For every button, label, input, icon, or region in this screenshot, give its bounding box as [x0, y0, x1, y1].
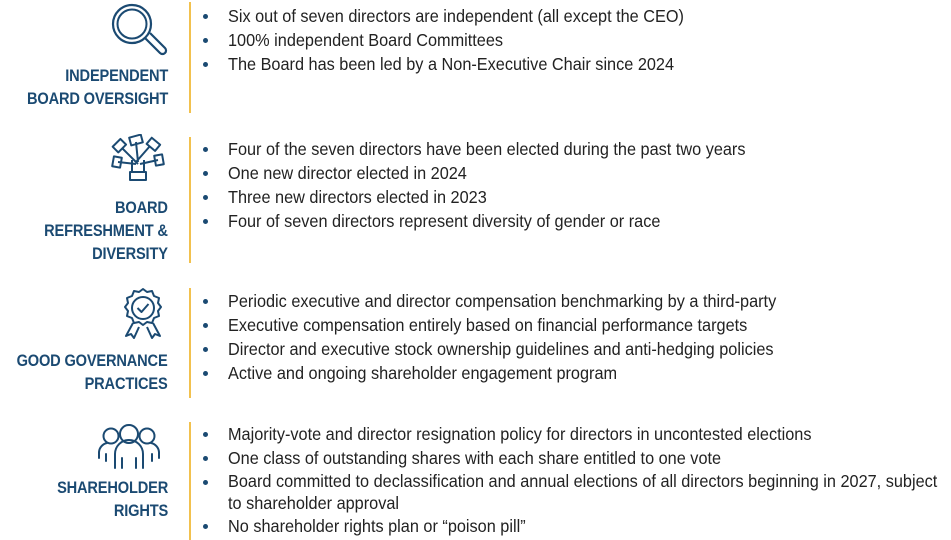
bullet-icon	[203, 323, 208, 328]
bullet-icon	[203, 219, 208, 224]
list-item: Majority-vote and director resignation policy for directors in uncontested elections	[200, 422, 951, 446]
list-item: One new director elected in 2024	[200, 161, 951, 185]
title-line: REFRESHMENT &	[44, 221, 168, 240]
title-line: BOARD	[115, 198, 168, 217]
title-line: GOOD GOVERNANCE	[17, 351, 168, 370]
bullet-list	[200, 422, 951, 538]
section-board-refreshment-diversity	[0, 130, 951, 270]
section-title	[57, 476, 168, 522]
stacked-hands-icon	[110, 134, 166, 186]
bullet-icon	[203, 195, 208, 200]
title-line: DIVERSITY	[92, 244, 168, 263]
title-line: BOARD OVERSIGHT	[26, 89, 168, 108]
list-item: Periodic executive and director compensation benchmarking by a third-party	[200, 289, 951, 313]
bullet-icon	[203, 432, 208, 437]
bullet-icon	[203, 456, 208, 461]
bullet-icon	[203, 38, 208, 43]
list-item: Three new directors elected in 2023	[200, 185, 951, 209]
divider-rule	[189, 2, 191, 113]
list-item: Board committed to declassification and annual elections of all directors beginning in 2027, subject to shareholder approval	[200, 470, 951, 514]
bullet-icon	[203, 171, 208, 176]
list-item: No shareholder rights plan or “poison pill”	[200, 514, 951, 538]
bullet-icon	[203, 524, 208, 529]
bullet-icon	[203, 62, 208, 67]
list-item: One class of outstanding shares with each share entitled to one vote	[200, 446, 951, 470]
bullet-list	[200, 137, 951, 233]
title-line: RIGHTS	[113, 501, 168, 520]
section-shareholder-rights	[0, 416, 951, 540]
title-line: SHAREHOLDER	[56, 478, 168, 497]
list-item: 100% independent Board Committees	[200, 28, 951, 52]
section-label	[0, 0, 168, 115]
list-item: Four of seven directors represent diversity of gender or race	[200, 209, 951, 233]
list-item: Six out of seven directors are independent (all except the CEO)	[200, 4, 951, 28]
list-item: The Board has been led by a Non-Executive Chair since 2024	[200, 52, 951, 76]
list-item: Active and ongoing shareholder engagement program	[200, 361, 951, 385]
magnifying-glass-icon	[108, 2, 170, 58]
divider-rule	[189, 288, 191, 398]
people-group-icon	[94, 424, 164, 470]
title-line: PRACTICES	[85, 374, 168, 393]
section-independent-board-oversight	[0, 0, 951, 115]
list-item: Four of the seven directors have been elected during the past two years	[200, 137, 951, 161]
section-title	[44, 196, 168, 265]
section-label	[0, 130, 168, 270]
title-line: INDEPENDENT	[65, 66, 168, 85]
list-item: Director and executive stock ownership guidelines and anti-hedging policies	[200, 337, 951, 361]
section-good-governance-practices	[0, 282, 951, 402]
section-title	[27, 64, 168, 110]
section-label	[0, 416, 168, 540]
list-item: Executive compensation entirely based on financial performance targets	[200, 313, 951, 337]
section-label	[0, 282, 168, 402]
divider-rule	[189, 422, 191, 540]
bullet-icon	[203, 14, 208, 19]
bullet-list	[200, 289, 951, 385]
bullet-list	[200, 4, 951, 76]
bullet-icon	[203, 147, 208, 152]
bullet-icon	[203, 347, 208, 352]
bullet-icon	[203, 480, 208, 485]
divider-rule	[189, 137, 191, 263]
award-ribbon-check-icon	[116, 286, 170, 340]
bullet-icon	[203, 371, 208, 376]
bullet-icon	[203, 299, 208, 304]
section-title	[17, 349, 168, 395]
